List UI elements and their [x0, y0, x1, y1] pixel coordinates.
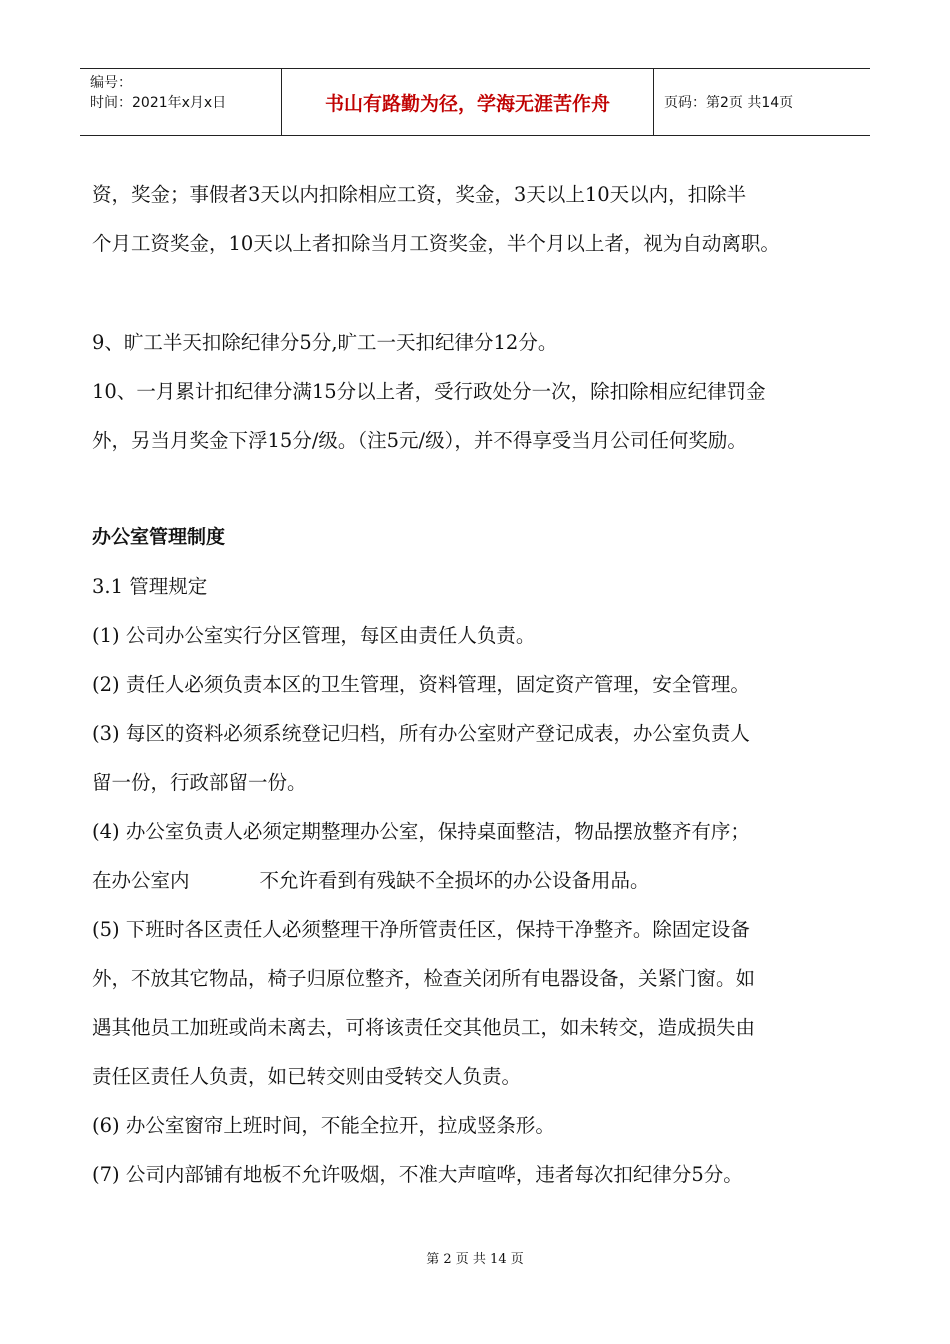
blank-line [92, 268, 862, 318]
document-body [92, 170, 862, 1199]
document-number-label: 编号： [90, 75, 132, 91]
rule-5-line: 外，不放其它物品，椅子归原位整齐，检查关闭所有电器设备，关紧门窗。如 [92, 967, 756, 990]
paragraph-line: 资，奖金；事假者3天以内扣除相应工资，奖金，3天以上10天以内，扣除半 [92, 183, 747, 206]
header-meta [80, 69, 282, 135]
rule-6: (6) 办公室窗帘上班时间，不能全拉开，拉成竖条形。 [92, 1114, 555, 1137]
rule-item-10-line: 外，另当月奖金下浮15分/级。（注5元/级），并不得享受当月公司任何奖励。 [92, 429, 747, 452]
rule-item-9: 9、旷工半天扣除纪律分5分,旷工一天扣纪律分12分。 [92, 331, 558, 354]
rule-4-fragment: 不允许看到有残缺不全损坏的办公设备用品。 [259, 869, 650, 892]
rule-4-line [92, 856, 862, 905]
header-motto: 书山有路勤为径，学海无涯苦作舟 [282, 69, 654, 135]
rule-3-line: 留一份，行政部留一份。 [92, 771, 307, 794]
blank-line [92, 465, 862, 513]
rule-5-line: 责任区责任人负责，如已转交则由受转交人负责。 [92, 1065, 522, 1088]
rule-2: (2) 责任人必须负责本区的卫生管理，资料管理，固定资产管理，安全管理。 [92, 673, 750, 696]
paragraph-line: 个月工资奖金，10天以上者扣除当月工资奖金，半个月以上者，视为自动离职。 [92, 232, 780, 255]
page-header [80, 68, 870, 136]
rule-4-fragment: 在办公室内 [92, 869, 190, 892]
rule-1: (1) 公司办公室实行分区管理，每区由责任人负责。 [92, 624, 536, 647]
subsection-title: 3.1 管理规定 [92, 575, 208, 598]
section-heading: 办公室管理制度 [92, 526, 226, 548]
page-footer: 第 2 页 共 14 页 [426, 1252, 524, 1267]
rule-item-10-line: 10、一月累计扣纪律分满15分以上者，受行政处分一次，除扣除相应纪律罚金 [92, 380, 766, 403]
rule-5-line: (5) 下班时各区责任人必须整理干净所管责任区，保持干净整齐。除固定设备 [92, 918, 750, 941]
rule-5-line: 遇其他员工加班或尚未离去，可将该责任交其他员工，如未转交，造成损失由 [92, 1016, 756, 1039]
rule-7: (7) 公司内部铺有地板不允许吸烟，不准大声喧哗，违者每次扣纪律分5分。 [92, 1163, 743, 1186]
document-time-label: 时间：2021年x月x日 [90, 95, 227, 111]
rule-3-line: (3) 每区的资料必须系统登记归档，所有办公室财产登记成表，办公室负责人 [92, 722, 750, 745]
rule-4-line: (4) 办公室负责人必须定期整理办公室，保持桌面整洁，物品摆放整齐有序； [92, 820, 750, 843]
header-page-number: 页码：第2页 共14页 [664, 95, 794, 111]
